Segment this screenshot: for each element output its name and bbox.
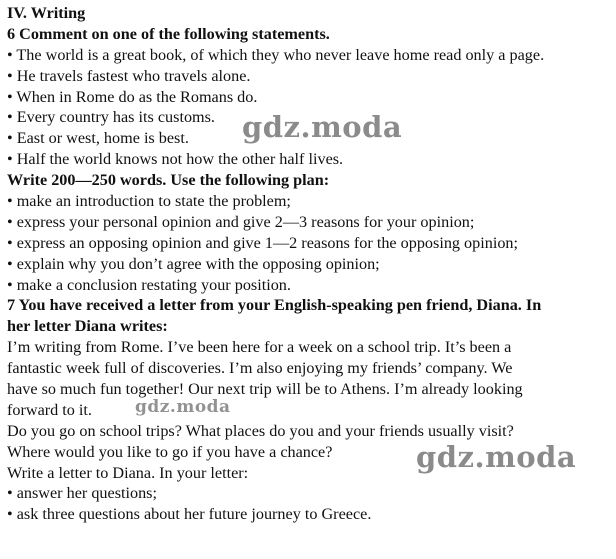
letter-line: Do you go on school trips? What places do you and your friends usually visit? [7, 421, 514, 440]
watermark: gdz.moda [242, 110, 403, 144]
letter-line: have so much fun together! Our next trip will be to Athens. I’m already looking [7, 380, 523, 399]
statement-item: • Half the world knows not how the other half lives. [7, 150, 344, 169]
plan-item: • make an introduction to state the problem; [7, 192, 291, 211]
letter-line: forward to it. [7, 400, 92, 419]
plan-item: • make a conclusion restating your position. [7, 275, 291, 294]
exercise-7-heading-cont: her letter Diana writes: [7, 317, 168, 336]
section-title: IV. Writing [7, 4, 86, 22]
watermark: gdz.moda [135, 397, 231, 417]
task-item: • ask three questions about her future journey to Greece. [7, 505, 372, 524]
statement-item: • East or west, home is best. [7, 129, 189, 148]
exercise-6-heading: 6 Comment on one of the following statements. [7, 24, 330, 43]
statement-item: • When in Rome do as the Romans do. [7, 87, 258, 106]
letter-line: I’m writing from Rome. I’ve been here for a week on a school trip. It’s been a [7, 338, 512, 357]
plan-heading: Write 200—250 words. Use the following plan: [7, 171, 330, 190]
statement-item: • Every country has its customs. [7, 108, 215, 127]
statement-item: • He travels fastest who travels alone. [7, 66, 251, 85]
statement-item: • The world is a great book, of which they who never leave home read only a page. [7, 45, 545, 64]
plan-item: • explain why you don’t agree with the opposing opinion; [7, 254, 380, 273]
watermark: gdz.moda [416, 440, 577, 474]
letter-line: fantastic week full of discoveries. I’m also enjoying my friends’ company. We [7, 359, 513, 378]
exercise-page [7, 3, 611, 525]
task-intro: Write a letter to Diana. In your letter: [7, 463, 249, 482]
plan-item: • express your personal opinion and give 2—3 reasons for your opinion; [7, 212, 475, 231]
task-item: • answer her questions; [7, 484, 157, 503]
letter-line: Where would you like to go if you have a chance? [7, 442, 333, 461]
plan-item: • express an opposing opinion and give 1—2 reasons for the opposing opinion; [7, 233, 519, 252]
exercise-7-heading: 7 You have received a letter from your English-speaking pen friend, Diana. In [7, 296, 542, 315]
